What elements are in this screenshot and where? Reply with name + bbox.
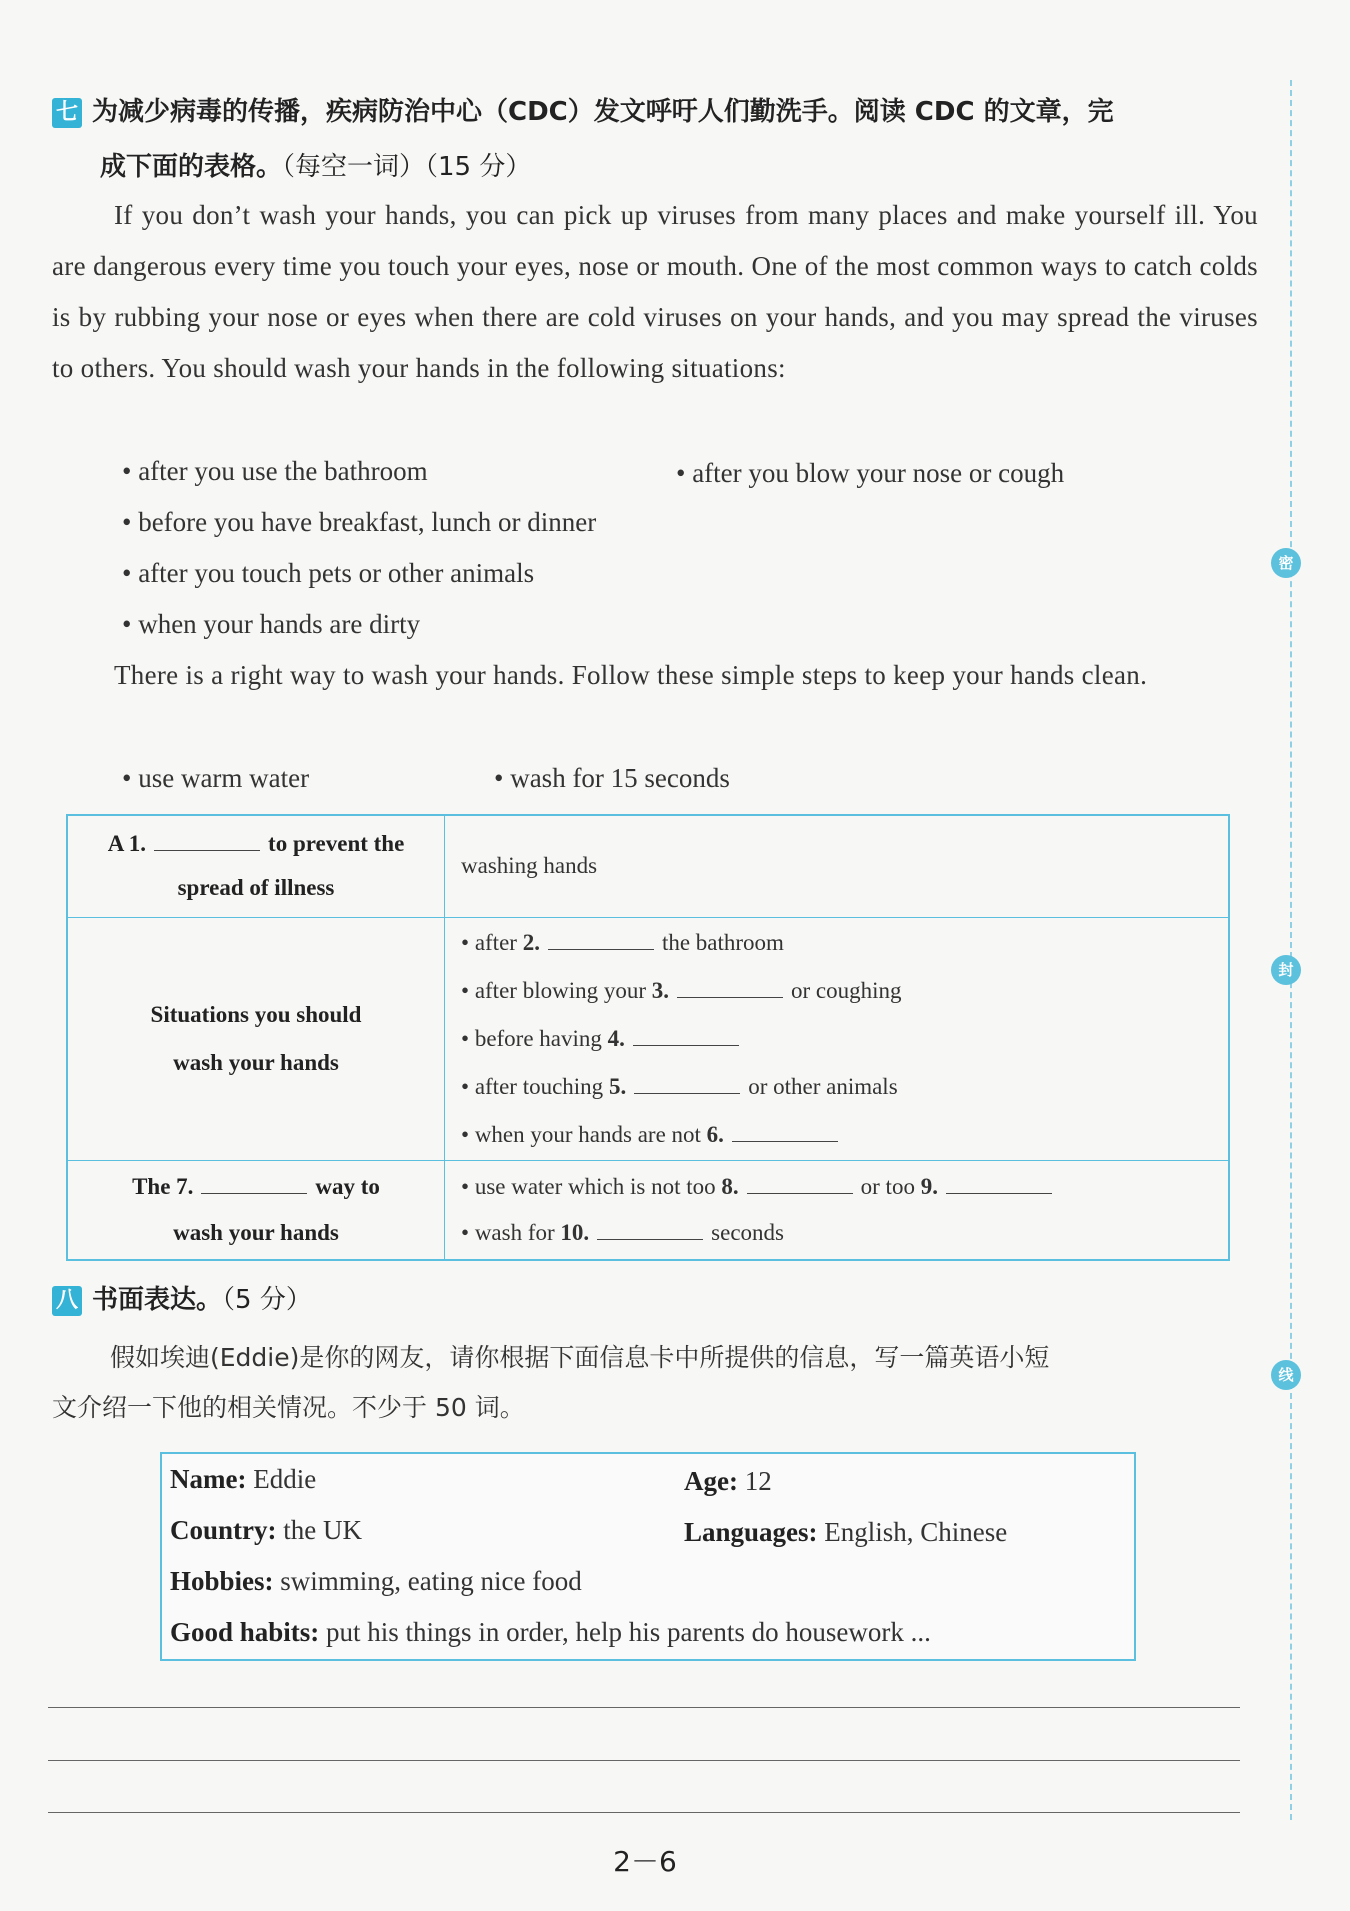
table-cell-right: washing hands xyxy=(445,815,1230,917)
card-languages: Languages: English, Chinese xyxy=(684,1517,1008,1547)
row1-left-text-2: spread of illness xyxy=(177,875,335,901)
row3-left-text-2: wash your hands xyxy=(173,1219,339,1245)
section-8-instruction-2: 文介绍一下他的相关情况。不少于 50 词。 xyxy=(52,1393,525,1422)
row3-left-text: way to xyxy=(315,1173,380,1199)
card-hobbies: Hobbies: swimming, eating nice food xyxy=(170,1566,582,1596)
passage-paragraph-1: If you don’t wash your hands, you can pick up viruses from many places and make yourself ill. You are dangerous every time you touch your eyes, nose or mouth. One of the most common ways to catch colds is by rubbing your nose or eyes when there are cold viruses on your hands, and you may spread the viruses to others. You should wash your hands in the following situations: xyxy=(52,200,1258,383)
situation-item-1: • after 2. the bathroom xyxy=(461,919,1227,967)
table-row xyxy=(67,1160,1229,1260)
passage-bullet-3: • before you have breakfast, lunch or dinner xyxy=(122,507,596,538)
passage-bullet-5: • when your hands are dirty xyxy=(122,609,420,640)
passage-paragraph-2: There is a right way to wash your hands. Follow these simple steps to keep your hands clean. xyxy=(114,660,1148,690)
card-country: Country: the UK xyxy=(170,1515,362,1545)
card-good-habits: Good habits: put his things in order, help his parents do housework ... xyxy=(170,1617,931,1647)
answer-blank-8[interactable] xyxy=(747,1173,853,1194)
section-8-badge: 八 xyxy=(52,1286,82,1316)
row1-left-text: to prevent the xyxy=(268,831,405,857)
row1-left-label: A 1. xyxy=(107,831,147,857)
writing-line-1[interactable] xyxy=(48,1707,1240,1708)
page-number: 2－6 xyxy=(613,1845,677,1878)
passage-bullet-7: • wash for 15 seconds xyxy=(494,763,730,794)
section-8-title: 书面表达。 xyxy=(92,1285,223,1315)
section-7-title-line1: 为减少病毒的传播，疾病防治中心（CDC）发文呼吁人们勤洗手。阅读 CDC 的文章，完 xyxy=(92,97,1114,127)
answer-blank-5[interactable] xyxy=(634,1073,740,1094)
table-row xyxy=(67,917,1229,1160)
table-cell-left xyxy=(67,917,445,1160)
writing-line-2[interactable] xyxy=(48,1760,1240,1761)
situation-item-5: • when your hands are not 6. xyxy=(461,1111,1227,1159)
answer-blank-2[interactable] xyxy=(548,929,654,950)
passage-bullet-6: • use warm water xyxy=(122,763,309,794)
section-7-note: （每空一词）（15 分） xyxy=(282,152,532,182)
section-7-heading-cont xyxy=(100,146,531,183)
answer-blank-3[interactable] xyxy=(677,977,783,998)
row2-left-text-2: wash your hands xyxy=(173,1049,339,1075)
passage-bullet-4: • after you touch pets or other animals xyxy=(122,558,534,589)
table-cell-left xyxy=(67,815,445,917)
passage-bullet-1: • after you use the bathroom xyxy=(122,456,428,487)
step-item-2: • wash for 10. seconds xyxy=(461,1210,1227,1256)
margin-seal-mark-1: 密 xyxy=(1271,548,1301,578)
step-item-1: • use water which is not too 8. or too 9. xyxy=(461,1164,1227,1210)
section-7-heading xyxy=(52,94,1114,130)
answer-blank-6[interactable] xyxy=(732,1121,838,1142)
section-7-title-line2: 成下面的表格。 xyxy=(100,152,283,182)
table-cell-left xyxy=(67,1160,445,1260)
situation-item-2: • after blowing your 3. or coughing xyxy=(461,967,1227,1015)
card-name: Name: Eddie xyxy=(170,1464,317,1494)
situation-item-4: • after touching 5. or other animals xyxy=(461,1063,1227,1111)
writing-line-3[interactable] xyxy=(48,1812,1240,1813)
margin-seal-mark-3: 线 xyxy=(1271,1360,1301,1390)
section-8-instruction-1: 假如埃迪(Eddie)是你的网友，请你根据下面信息卡中所提供的信息，写一篇英语小短 xyxy=(110,1343,1050,1372)
answer-blank-10[interactable] xyxy=(597,1219,703,1240)
row3-left-label: The 7. xyxy=(132,1173,194,1199)
table-cell-right xyxy=(445,917,1230,1160)
answer-blank-4[interactable] xyxy=(633,1025,739,1046)
card-age: Age: 12 xyxy=(684,1466,772,1496)
margin-dashed-line xyxy=(1290,80,1292,1820)
answer-blank-7[interactable] xyxy=(201,1173,307,1194)
section-8-heading xyxy=(52,1282,312,1318)
table-row xyxy=(67,815,1229,917)
answer-table xyxy=(66,814,1230,1261)
section-7-badge: 七 xyxy=(52,98,82,128)
row2-left-text-1: Situations you should xyxy=(150,1001,362,1027)
answer-blank-1[interactable] xyxy=(154,830,260,851)
margin-seal-mark-2: 封 xyxy=(1271,955,1301,985)
table-cell-right xyxy=(445,1160,1230,1260)
section-8-note: （5 分） xyxy=(222,1285,312,1315)
info-card xyxy=(160,1452,1136,1661)
answer-blank-9[interactable] xyxy=(946,1173,1052,1194)
situation-item-3: • before having 4. xyxy=(461,1015,1227,1063)
passage-bullet-2: • after you blow your nose or cough xyxy=(676,458,1064,489)
